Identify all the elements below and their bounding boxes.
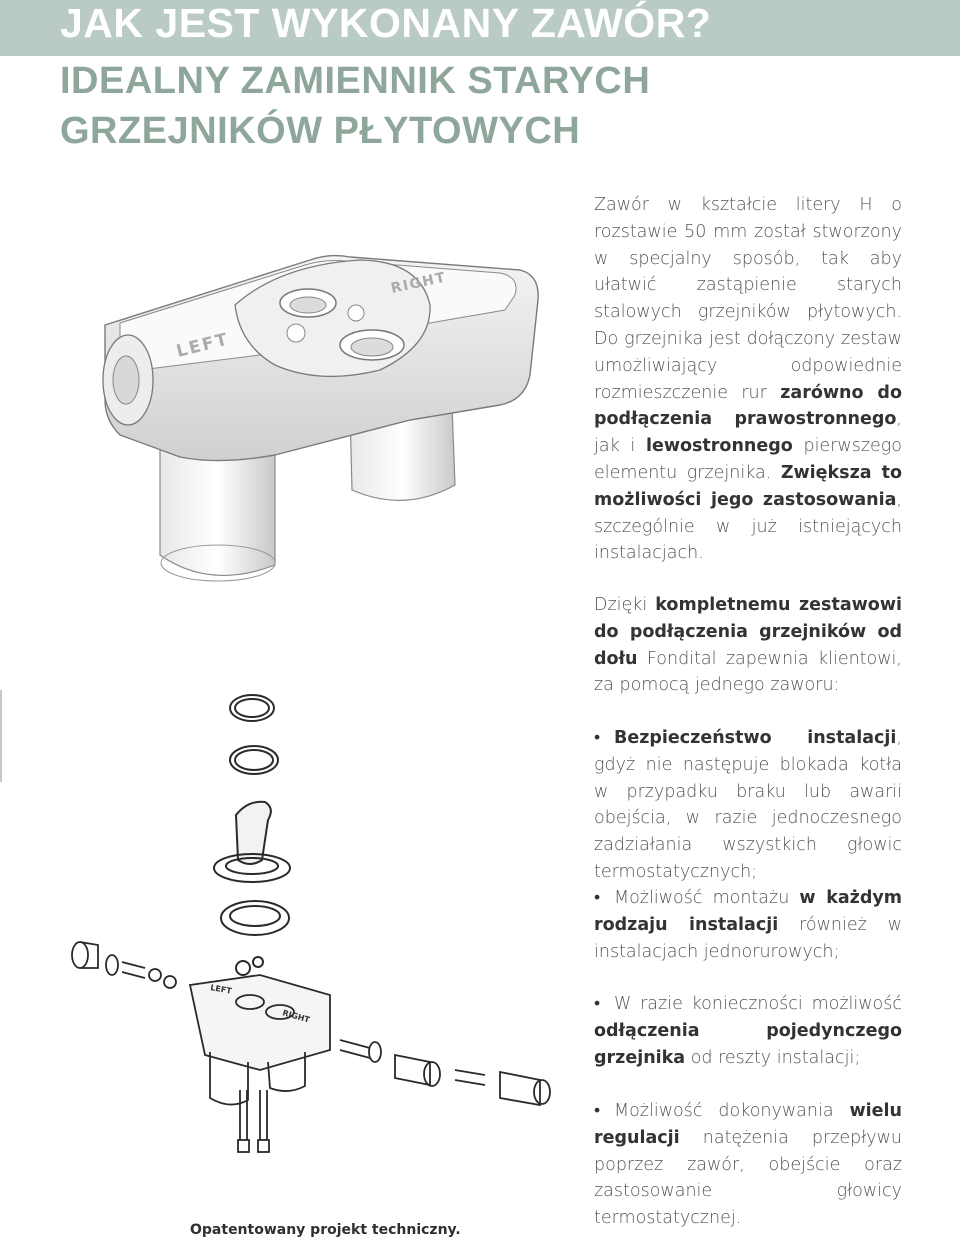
drawing-right-label: RIGHT bbox=[281, 1008, 311, 1025]
bullet-marker: • bbox=[594, 994, 601, 1014]
bullet-1-bold: Bezpieczeństwo instalacji bbox=[614, 728, 897, 748]
figure-caption: Opatentowany projekt techniczny. bbox=[190, 1222, 461, 1238]
page-subtitle bbox=[60, 56, 650, 156]
bullet-marker: • bbox=[594, 728, 601, 748]
bullet-item-regulation bbox=[594, 1098, 902, 1232]
bullet-3-bold: odłączenia pojedynczego grzejnika bbox=[594, 1020, 902, 1068]
intro-paragraph bbox=[594, 192, 902, 567]
p1-text-2: , jak i bbox=[594, 409, 902, 457]
bullet-4-bold: wielu regulacji bbox=[594, 1101, 902, 1148]
bullet-item-safety bbox=[594, 725, 902, 886]
p1-text-1: Zawór w kształcie litery H o rozstawie 50 mm został stworzony w specjalny sposób, tak aby ułatwić zastąpienie starych stalowych grzejników płytowych. Do grzejnika jest dołączony zestaw umożliwiający odpowiednie rozmieszczenie rur bbox=[594, 195, 902, 403]
bullet-1-text: , gdyż nie następuje blokada kotła w przypadku braku lub awarii obejścia, w razie jednoczesnego zadziałania wszystkich głowic termostatycznych; bbox=[594, 728, 902, 882]
bullet-3-text-1: W razie konieczności możliwość bbox=[614, 994, 902, 1014]
drawing-left-label: LEFT bbox=[209, 983, 233, 996]
p2-text-1: Dzięki bbox=[594, 595, 656, 615]
valve-right-label: RIGHT bbox=[389, 269, 448, 297]
bullet-4-text-2: natężenia przepływu poprzez zawór, obejście oraz zastosowanie głowicy termostatycznej. bbox=[594, 1127, 902, 1229]
bullet-3-text-2: od reszty instalacji; bbox=[685, 1047, 861, 1068]
bullet-item-installation bbox=[594, 885, 902, 965]
p1-bold-3: Zwiększa to możliwości jego zastosowania bbox=[594, 462, 902, 510]
p1-bold-2: lewostronnego bbox=[645, 436, 793, 457]
bullet-2-text-1: Możliwość montażu bbox=[614, 888, 800, 908]
exploded-technical-drawing bbox=[60, 690, 570, 1230]
p2-text-2: Fondital zapewnia klientowi, za pomocą jednego zaworu: bbox=[594, 648, 902, 696]
valve-illustration bbox=[60, 195, 580, 615]
p1-bold-1: zarówno do podłączenia prawostronnego bbox=[594, 382, 902, 430]
bullet-2-text-2: również w instalacjach jednorurowych; bbox=[594, 914, 902, 962]
subtitle-line-1: IDEALNY ZAMIENNIK STARYCH bbox=[60, 60, 651, 102]
kit-paragraph bbox=[594, 592, 902, 699]
page-title: JAK JEST WYKONANY ZAWÓR? bbox=[60, 0, 712, 46]
bullet-item-disconnect bbox=[594, 991, 902, 1071]
valve-left-label: LEFT bbox=[174, 329, 232, 362]
left-edge-bar bbox=[0, 690, 2, 782]
bullet-marker: • bbox=[594, 888, 601, 908]
p1-text-4: , szczególnie w już istniejących instalacjach. bbox=[594, 489, 902, 564]
p2-bold-1: kompletnemu zestawowi do podłączenia grzejników od dołu bbox=[594, 595, 902, 669]
subtitle-line-2: GRZEJNIKÓW PŁYTOWYCH bbox=[60, 110, 581, 152]
bullet-marker: • bbox=[594, 1101, 601, 1121]
bullet-2-bold: w każdym rodzaju instalacji bbox=[594, 888, 903, 935]
bullet-4-text-1: Możliwość dokonywania bbox=[614, 1101, 850, 1121]
p1-text-3: pierwszego elementu grzejnika. bbox=[594, 436, 902, 483]
